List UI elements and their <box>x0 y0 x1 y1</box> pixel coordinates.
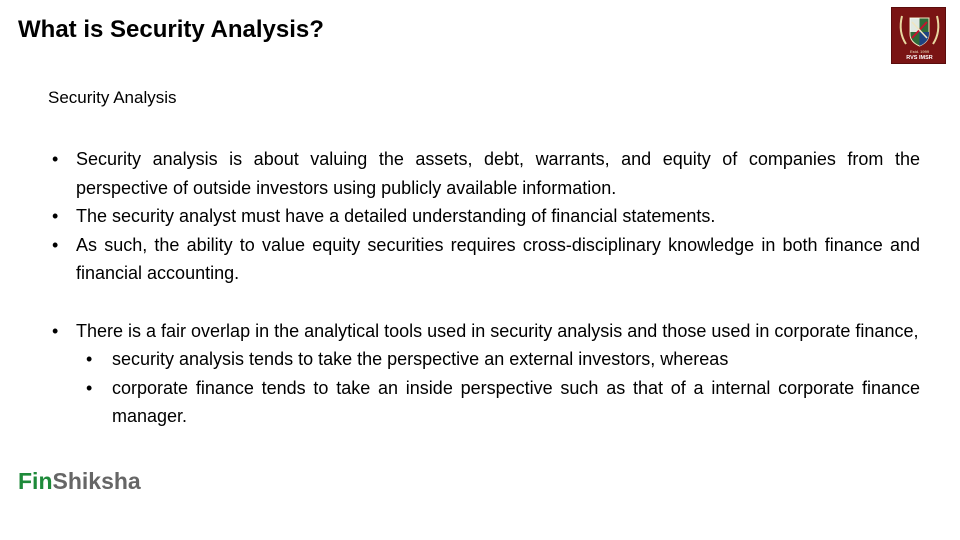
bullet-item <box>48 202 920 231</box>
institute-logo <box>891 7 946 64</box>
brand-fin-text: Fin <box>18 468 53 494</box>
slide-subtitle: Security Analysis <box>48 88 177 107</box>
bullet-text: The security analyst must have a detailed understanding of financial statements. <box>76 206 716 226</box>
bullet-dot-icon: • <box>86 349 93 369</box>
sub-bullet-item <box>48 374 920 431</box>
bullet-dot-icon: • <box>86 377 93 398</box>
bullet-dot-icon: • <box>52 149 59 169</box>
bullet-dot-icon: • <box>52 320 59 341</box>
bullet-list <box>48 145 920 431</box>
logo-estd-text: Estd. 1999 <box>909 49 930 54</box>
sub-bullet-item <box>48 345 920 374</box>
sub-bullet-text: security analysis tends to take the perspective an external investors, whereas <box>112 349 729 369</box>
slide-title: What is Security Analysis? <box>18 16 324 43</box>
bullet-text: As such, the ability to value equity securities requires cross-disciplinary knowledge in both finance and financial accounting. <box>76 234 920 283</box>
spacer <box>48 288 920 317</box>
sub-bullet-text: corporate finance tends to take an inside perspective such as that of a internal corporate finance manager. <box>112 377 920 426</box>
logo-name-text: RVS IMSR <box>906 55 933 61</box>
bullet-dot-icon: • <box>52 234 59 255</box>
bullet-item <box>48 317 920 346</box>
bullet-dot-icon: • <box>52 206 59 226</box>
finshiksha-brand-logo <box>18 468 141 495</box>
bullet-item <box>48 231 920 288</box>
bullet-text: Security analysis is about valuing the assets, debt, warrants, and equity of companies from the perspective of outside investors using publicly available information. <box>76 149 920 198</box>
bullet-item <box>48 145 920 202</box>
brand-shiksha-text: Shiksha <box>52 468 141 494</box>
bullet-text: There is a fair overlap in the analytical tools used in security analysis and those used in corporate finance, <box>76 320 919 341</box>
crest-emblem-icon <box>892 8 946 64</box>
